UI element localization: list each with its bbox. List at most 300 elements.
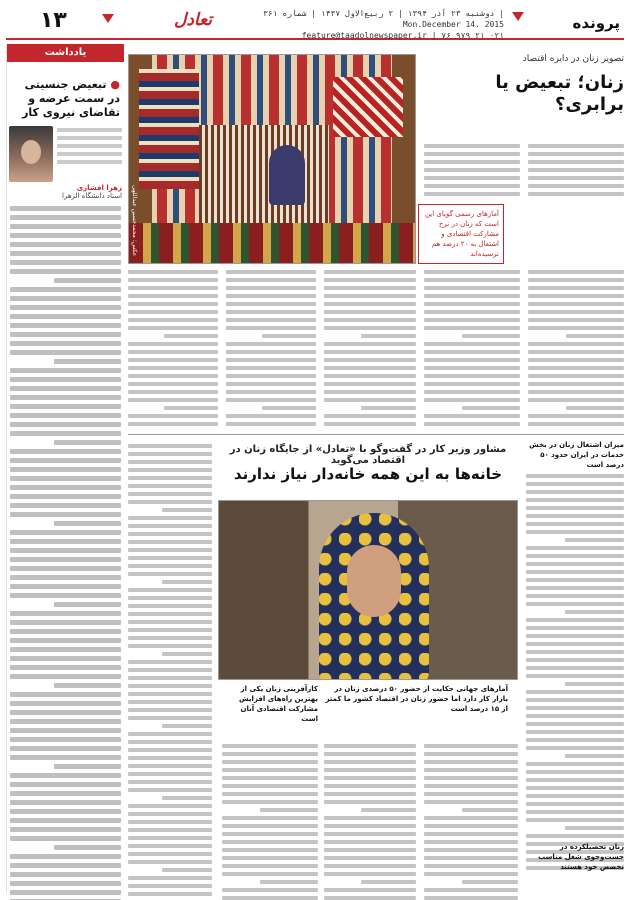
text-line <box>128 820 212 824</box>
text-line <box>528 184 624 188</box>
text-line <box>226 398 316 402</box>
text-line <box>324 888 416 892</box>
text-line <box>424 816 518 820</box>
text-line <box>526 698 624 702</box>
text-line <box>162 868 212 872</box>
text-line <box>128 852 212 856</box>
text-line <box>226 318 316 322</box>
text-line <box>10 575 121 580</box>
text-line <box>324 278 416 282</box>
text-line <box>128 382 218 386</box>
text-line <box>528 144 624 148</box>
text-line <box>324 350 416 354</box>
text-line <box>162 580 212 584</box>
text-line <box>526 722 624 726</box>
author-role: استاد دانشگاه الزهرا <box>62 192 122 200</box>
text-line <box>526 738 624 742</box>
text-line <box>128 708 212 712</box>
article-column-5 <box>324 270 416 430</box>
text-line <box>10 395 121 400</box>
highlight-text: کارآفرینی زنان یکی از بهترین راه‌های افزایش مشارکت اقتصادی آنان است <box>239 685 318 723</box>
text-line <box>526 506 624 510</box>
text-line <box>361 808 416 812</box>
text-line <box>222 744 318 748</box>
text-line <box>10 377 121 382</box>
text-line <box>222 816 318 820</box>
text-line <box>324 776 416 780</box>
text-line <box>54 683 121 688</box>
text-line <box>528 366 624 370</box>
column-tag: یادداشت <box>7 44 124 62</box>
text-line <box>128 556 212 560</box>
text-line <box>10 215 121 220</box>
text-line <box>526 658 624 662</box>
text-line <box>424 350 520 354</box>
text-line <box>324 832 416 836</box>
text-line <box>424 278 520 282</box>
text-line <box>324 398 416 402</box>
interviewee-photo <box>218 500 518 680</box>
weaving-photo <box>128 54 416 264</box>
text-line <box>526 714 624 718</box>
text-line <box>10 206 121 211</box>
text-line <box>128 516 212 520</box>
text-line <box>324 318 416 322</box>
text-line <box>424 768 518 772</box>
text-line <box>10 647 121 652</box>
text-line <box>324 792 416 796</box>
text-line <box>128 500 212 504</box>
text-line <box>10 890 121 895</box>
text-line <box>424 168 520 172</box>
text-line <box>528 152 624 156</box>
text-line <box>526 514 624 518</box>
text-line <box>10 656 121 661</box>
text-line <box>222 896 318 900</box>
text-line <box>128 548 212 552</box>
text-line <box>128 628 212 632</box>
text-line <box>424 864 518 868</box>
text-line <box>10 692 121 697</box>
text-line <box>128 892 212 896</box>
text-line <box>424 848 518 852</box>
text-line <box>462 808 518 812</box>
opinion-title <box>7 78 124 120</box>
text-line <box>128 828 212 832</box>
text-line <box>128 804 212 808</box>
section-name: پرونده <box>572 14 620 32</box>
text-line <box>324 872 416 876</box>
text-line <box>424 310 520 314</box>
triangle-marker-icon <box>102 14 114 23</box>
text-line <box>10 773 121 778</box>
text-line <box>10 872 121 877</box>
text-line <box>128 772 212 776</box>
text-line <box>262 406 316 410</box>
text-line <box>128 612 212 616</box>
text-line <box>424 414 520 418</box>
text-line <box>10 530 121 535</box>
author-text-lines <box>57 126 122 182</box>
text-line <box>10 386 121 391</box>
text-line <box>10 611 121 616</box>
text-line <box>528 398 624 402</box>
text-line <box>226 390 316 394</box>
text-line <box>128 860 212 864</box>
bullet-icon: ● <box>106 78 120 91</box>
text-line <box>222 824 318 828</box>
text-line <box>424 318 520 322</box>
text-line <box>10 332 121 337</box>
text-line <box>528 302 624 306</box>
text-line <box>526 674 624 678</box>
text-line <box>10 323 121 328</box>
page-header <box>6 6 624 40</box>
text-line <box>528 382 624 386</box>
text-line <box>128 468 212 472</box>
text-line <box>10 620 121 625</box>
text-line <box>128 668 212 672</box>
text-line <box>10 449 121 454</box>
interview-column-4 <box>324 744 416 900</box>
text-line <box>128 716 212 720</box>
text-line <box>10 431 121 436</box>
text-line <box>10 836 121 841</box>
text-line <box>128 620 212 624</box>
text-line <box>565 610 624 614</box>
text-line <box>128 740 212 744</box>
text-line <box>10 458 121 463</box>
photo-credit: عکس: محمدحسین عبداللهی <box>131 185 138 257</box>
text-line <box>226 278 316 282</box>
text-line <box>526 642 624 646</box>
text-line <box>128 318 218 322</box>
text-line <box>526 618 624 622</box>
text-line <box>128 414 218 418</box>
text-line <box>361 880 416 884</box>
text-line <box>324 800 416 804</box>
text-line <box>10 791 121 796</box>
text-line <box>54 845 121 850</box>
text-line <box>424 398 520 402</box>
text-line <box>424 760 518 764</box>
article-kicker: تصویر زنان در دایره اقتصاد <box>522 54 624 64</box>
text-line <box>528 176 624 180</box>
text-line <box>324 752 416 756</box>
text-line <box>10 296 121 301</box>
text-line <box>526 650 624 654</box>
text-line <box>10 584 121 589</box>
issue-date-line: دوشنبه ۲۳ آذر ۱۳۹۴ | ۲ ربیع‌الاول ۱۴۳۷ | شماره ۳۶۱ | Mon.December 14. 2015 <box>263 9 504 29</box>
text-line <box>424 784 518 788</box>
text-line <box>526 626 624 630</box>
text-line <box>424 832 518 836</box>
text-line <box>528 350 624 354</box>
text-line <box>424 792 518 796</box>
text-line <box>164 334 218 338</box>
contact-line: feature@taadolnewspaper.ir | ۷۶ ۹۷۹ ۲۱ ۰۲۱ <box>301 31 504 40</box>
newspaper-logo: تعادل <box>174 10 213 30</box>
text-line <box>128 350 218 354</box>
text-line <box>222 888 318 892</box>
text-line <box>565 682 624 686</box>
page-number: ۱۳ <box>40 8 67 33</box>
text-line <box>528 286 624 290</box>
text-line <box>128 588 212 592</box>
text-line <box>10 251 121 256</box>
text-line <box>222 784 318 788</box>
text-line <box>10 701 121 706</box>
text-line <box>526 666 624 670</box>
text-line <box>10 467 121 472</box>
text-line <box>10 404 121 409</box>
text-line <box>526 602 624 606</box>
interview-column-3 <box>222 744 318 900</box>
text-line <box>526 594 624 598</box>
text-line <box>128 390 218 394</box>
text-line <box>526 794 624 798</box>
text-line <box>324 840 416 844</box>
interview-column-1 <box>526 474 624 874</box>
text-line <box>10 863 121 868</box>
text-line <box>324 816 416 820</box>
text-line <box>526 810 624 814</box>
text-line <box>526 770 624 774</box>
text-line <box>226 382 316 386</box>
article-column-1 <box>528 144 624 200</box>
text-line <box>526 746 624 750</box>
text-line <box>462 334 520 338</box>
text-line <box>10 719 121 724</box>
text-line <box>128 476 212 480</box>
text-line <box>222 760 318 764</box>
text-line <box>226 374 316 378</box>
text-line <box>10 809 121 814</box>
text-line <box>164 406 218 410</box>
text-line <box>226 326 316 330</box>
text-line <box>526 570 624 574</box>
text-line <box>424 776 518 780</box>
text-line <box>324 342 416 346</box>
text-line <box>10 503 121 508</box>
text-line <box>226 270 316 274</box>
text-line <box>128 756 212 760</box>
text-line <box>528 160 624 164</box>
text-line <box>222 776 318 780</box>
text-line <box>128 660 212 664</box>
text-line <box>128 422 218 426</box>
text-line <box>526 546 624 550</box>
text-line <box>128 492 212 496</box>
text-line <box>424 152 520 156</box>
text-line <box>528 358 624 362</box>
text-line <box>226 366 316 370</box>
text-line <box>222 864 318 868</box>
text-line <box>128 326 218 330</box>
interview-column-5 <box>424 744 518 900</box>
text-line <box>128 636 212 640</box>
text-line <box>128 484 212 488</box>
text-line <box>526 554 624 558</box>
text-line <box>526 786 624 790</box>
text-line <box>10 710 121 715</box>
text-line <box>222 872 318 876</box>
article-column-2 <box>424 144 520 200</box>
interview-column-2 <box>128 444 212 900</box>
text-line <box>424 176 520 180</box>
text-line <box>424 896 518 900</box>
highlight-text: زنان تحصیلکرده در جست‌وجوی شغل مناسب تخصص خود هستند <box>538 843 624 871</box>
text-line <box>226 414 316 418</box>
text-line <box>424 888 518 892</box>
text-line <box>424 390 520 394</box>
text-line <box>222 800 318 804</box>
text-line <box>10 512 121 517</box>
text-line <box>128 684 212 688</box>
text-line <box>528 270 624 274</box>
text-line <box>526 778 624 782</box>
text-line <box>526 482 624 486</box>
text-line <box>128 278 218 282</box>
text-line <box>324 270 416 274</box>
text-line <box>54 278 121 283</box>
text-line <box>10 737 121 742</box>
text-line <box>526 730 624 734</box>
text-line <box>128 812 212 816</box>
author-photo <box>9 126 53 182</box>
text-line <box>10 800 121 805</box>
highlight-text: میزان اشتغال زنان در بخش خدمات در ایران حدود ۵۰ درصد است <box>529 441 624 469</box>
text-line <box>54 359 121 364</box>
text-line <box>10 674 121 679</box>
text-line <box>361 406 416 410</box>
text-line <box>424 294 520 298</box>
text-line <box>128 692 212 696</box>
text-line <box>424 840 518 844</box>
text-line <box>10 665 121 670</box>
text-line <box>10 746 121 751</box>
text-line <box>54 440 121 445</box>
text-line <box>226 422 316 426</box>
text-line <box>128 452 212 456</box>
text-line <box>324 896 416 900</box>
text-line <box>526 762 624 766</box>
text-line <box>424 824 518 828</box>
interview-headline: خانه‌ها به این همه خانه‌دار نیاز ندارند <box>233 465 503 483</box>
text-line <box>424 192 520 196</box>
text-line <box>10 368 121 373</box>
text-line <box>260 880 318 884</box>
text-line <box>324 358 416 362</box>
issue-meta <box>234 8 504 41</box>
text-line <box>424 800 518 804</box>
text-line <box>54 602 121 607</box>
text-line <box>128 700 212 704</box>
text-line <box>162 724 212 728</box>
text-line <box>424 856 518 860</box>
text-line <box>128 884 212 888</box>
text-line <box>324 286 416 290</box>
text-line <box>424 374 520 378</box>
text-line <box>324 414 416 418</box>
text-line <box>10 269 121 274</box>
text-line <box>128 644 212 648</box>
text-line <box>128 398 218 402</box>
text-line <box>128 780 212 784</box>
text-line <box>54 521 121 526</box>
author-block <box>7 126 124 182</box>
text-line <box>424 302 520 306</box>
text-line <box>222 792 318 796</box>
text-line <box>10 233 121 238</box>
text-line <box>324 744 416 748</box>
author-name: زهرا افشاری <box>76 184 122 192</box>
text-line <box>424 286 520 290</box>
text-line <box>324 784 416 788</box>
opinion-column <box>6 44 124 892</box>
text-line <box>128 596 212 600</box>
text-line <box>128 310 218 314</box>
text-line <box>424 184 520 188</box>
article-column-3 <box>128 270 218 430</box>
text-line <box>226 358 316 362</box>
text-line <box>526 586 624 590</box>
text-line <box>10 305 121 310</box>
text-line <box>222 840 318 844</box>
text-line <box>128 358 218 362</box>
text-line <box>526 562 624 566</box>
text-line <box>128 676 212 680</box>
text-line <box>424 422 520 426</box>
text-line <box>324 302 416 306</box>
text-line <box>424 160 520 164</box>
text-line <box>226 310 316 314</box>
text-line <box>10 494 121 499</box>
text-line <box>324 824 416 828</box>
triangle-marker-icon <box>512 12 524 21</box>
text-line <box>324 422 416 426</box>
article-headline: زنان؛ تبعیض یا برابری؟ <box>495 72 624 115</box>
text-line <box>128 270 218 274</box>
text-line <box>526 690 624 694</box>
text-line <box>526 802 624 806</box>
text-line <box>526 522 624 526</box>
text-line <box>128 732 212 736</box>
text-line <box>10 755 121 760</box>
text-line <box>10 557 121 562</box>
text-line <box>424 326 520 330</box>
text-line <box>128 374 218 378</box>
text-line <box>462 406 520 410</box>
text-line <box>526 490 624 494</box>
article-column-6 <box>424 270 520 430</box>
text-line <box>226 302 316 306</box>
text-line <box>528 374 624 378</box>
text-line <box>128 294 218 298</box>
text-line <box>222 848 318 852</box>
text-line <box>361 334 416 338</box>
text-line <box>128 302 218 306</box>
text-line <box>324 382 416 386</box>
text-line <box>222 768 318 772</box>
text-line <box>10 566 121 571</box>
section-divider <box>128 434 624 435</box>
text-line <box>565 538 624 542</box>
text-line <box>10 854 121 859</box>
text-line <box>128 540 212 544</box>
text-line <box>10 341 121 346</box>
text-line <box>565 754 624 758</box>
